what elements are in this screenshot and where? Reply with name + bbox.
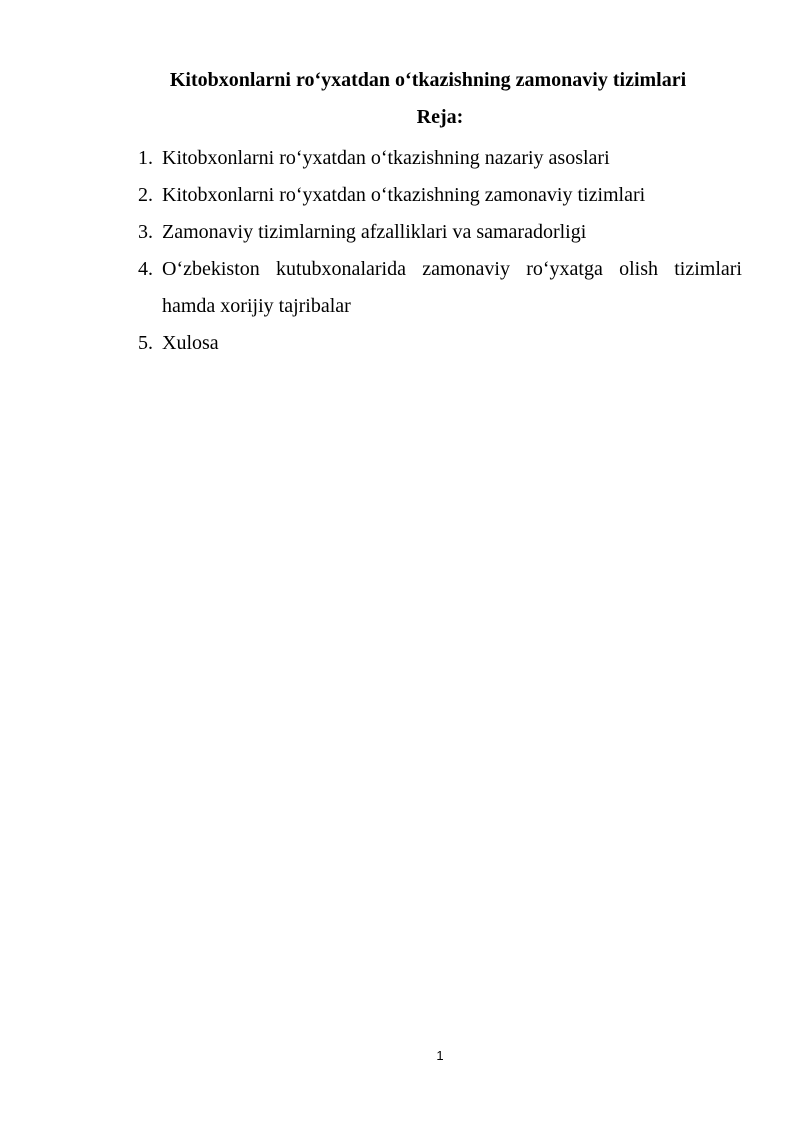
plan-item-1	[138, 140, 742, 177]
plan-item-number: 1.	[138, 147, 153, 169]
plan-item-5	[138, 325, 742, 362]
document-title: Kitobxonlarni ro‘yxatdan o‘tkazishning zamonaviy tizimlari	[169, 69, 687, 91]
plan-item-text: Kitobxonlarni ro‘yxatdan o‘tkazishning nazariy asoslari	[162, 147, 610, 169]
plan-heading: Reja:	[416, 106, 464, 128]
plan-item-number: 3.	[138, 221, 153, 243]
plan-item-text: Zamonaviy tizimlarning afzalliklari va samaradorligi	[162, 221, 587, 243]
plan-item-text: O‘zbekiston kutubxonalarida zamonaviy ro‘yxatga olish tizimlari hamda xorijiy tajribalar	[162, 258, 742, 317]
plan-item-number: 4.	[138, 258, 153, 280]
page-number: 1	[436, 1048, 444, 1063]
plan-item-number: 5.	[138, 332, 153, 354]
plan-item-text: Kitobxonlarni ro‘yxatdan o‘tkazishning zamonaviy tizimlari	[162, 184, 646, 206]
plan-item-number: 2.	[138, 184, 153, 206]
plan-item-4	[138, 251, 742, 325]
plan-item-2	[138, 177, 742, 214]
plan-list	[138, 140, 742, 362]
plan-item-3	[138, 214, 742, 251]
plan-item-text: Xulosa	[162, 332, 219, 354]
